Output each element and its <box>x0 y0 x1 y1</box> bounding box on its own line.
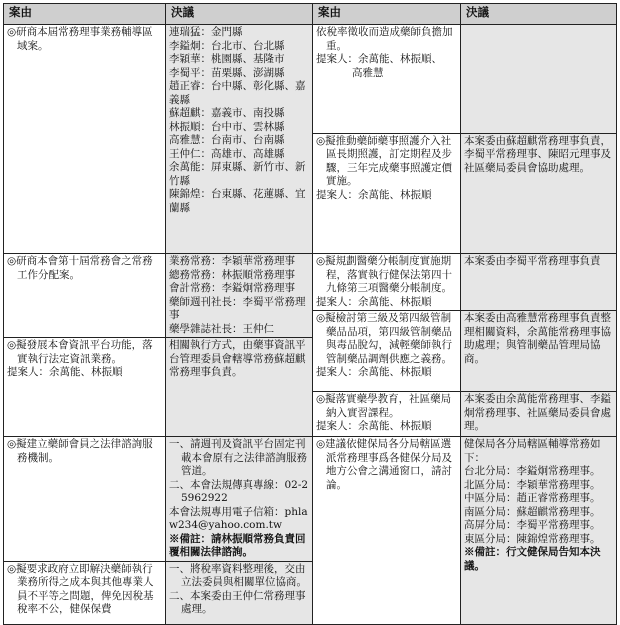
case-issue: ◎擬要求政府立即解決藥師執行業務所得之成本與其他專業人員不平等之問題，俾免因稅基稅率不公，健保保費 <box>7 562 154 615</box>
resolution-cell: 相關執行方式，由藥事資訊平台管理委員會轄導常務蘇超麒常務理事負責。 <box>166 338 313 437</box>
resolution-cell: 本案委由蘇超麒常務理事負責，李蜀平常務理事、陳昭元理事及社區藥局委員會協助處理。 <box>461 133 617 253</box>
proposer: 提案人：余萬能、林振順 <box>316 420 432 432</box>
case-issue: ◎研商本屆常務理事業務輔導區域案。 <box>7 26 153 52</box>
header-resolution-left: 決議 <box>166 4 313 25</box>
assignment-line: 藥學雜誌社長：王仲仁 <box>169 322 274 335</box>
branch-assignment: 南區分局：蘇超麒常務理事。 <box>464 505 601 518</box>
case-cell <box>313 254 461 311</box>
resolution-item: 二、本會法規傳真專線：02-25962922 <box>169 478 309 504</box>
case-cell <box>313 392 461 437</box>
case-cell <box>4 25 166 254</box>
assignment-line: 趙正睿：台中縣、彰化縣、嘉義縣 <box>169 80 306 106</box>
resolution-cell <box>461 25 617 134</box>
header-row <box>4 4 617 25</box>
assignment-line: 連瑞猛：金門縣 <box>169 26 243 38</box>
resolution-item: 二、本案委由王仲仁常務理事處理。 <box>169 589 306 615</box>
branch-assignment: 台北分局：李鎰炯常務理事。 <box>464 465 601 477</box>
header-case-right: 案由 <box>313 4 461 25</box>
assignment-line: 王仲仁：高雄市、高雄縣 <box>169 147 285 160</box>
assignment-line: 李蜀平：苗栗縣、澎湖縣 <box>169 66 285 79</box>
resolution-cell <box>166 25 313 254</box>
assignment-line: 高雅慧：台南市、台南縣 <box>169 134 285 146</box>
assignment-line: 林振順：台中市、雲林縣 <box>169 120 285 133</box>
email-line: 本會法規專用電子信箱：phlaw234@yahoo.com.tw <box>169 505 308 531</box>
proposer: 提案人：余萬能、林振順 <box>316 295 432 308</box>
case-issue: 依稅率徵收而造成藥師負擔加重。 <box>316 26 453 52</box>
assignment-line: 李鎰炯：台北市、台北縣 <box>169 39 285 52</box>
case-issue: ◎擬發展本會資訊平台功能，落實執行法定資訊業務。 <box>7 339 153 365</box>
table-row <box>4 437 617 562</box>
header-resolution-right: 決議 <box>461 4 617 25</box>
resolution-cell: 本案委由高雅慧常務理事負責整理相關資料，余萬能常務理事協助處理；與管制藥品管理局協商。 <box>461 311 617 392</box>
resolution-item: 一、將稅率資料整理後，交由立法委員與相關單位協商。 <box>169 562 307 588</box>
case-cell <box>313 25 461 134</box>
branch-assignment: 東區分局：陳錦煌常務理事。 <box>464 532 601 545</box>
case-cell <box>313 133 461 253</box>
resolution-cell <box>461 437 617 625</box>
resolution-cell <box>166 254 313 338</box>
case-issue: ◎擬規劃醫藥分帳制度實施期程，落實執行健保法第四十九條第三項醫藥分帳制度。 <box>316 255 452 294</box>
case-issue: ◎擬檢討第三級及第四級管制藥品品項，第四級管制藥品與毒品脫勾，減輕藥師執行管制藥品調劑供應之義務。 <box>316 312 452 365</box>
case-cell <box>4 338 166 437</box>
resolution-cell <box>166 437 313 562</box>
table-row <box>4 254 617 311</box>
case-cell <box>4 561 166 624</box>
case-issue: ◎建議依健保局各分局轄區選派常務理事爲各健保分局及地方公會之溝通窗口，請討論。 <box>316 438 452 491</box>
branch-assignment: 中區分局：趙正睿常務理事。 <box>464 492 601 504</box>
case-issue: ◎擬建立藥師會員之法律諮詢服務機制。 <box>7 438 153 464</box>
case-cell <box>4 437 166 562</box>
case-issue: ◎研商本會第十屆常務會之常務工作分配案。 <box>7 255 153 281</box>
proposer-continued: 高雅慧 <box>352 66 384 79</box>
assignment-line: 藥師週刊社長：李蜀平常務理事 <box>169 295 306 321</box>
resolution-cell: 本案委由余萬能常務理事、李鎰炯常務理事、社區藥局委員會處理。 <box>461 392 617 437</box>
resolution-cell <box>166 561 313 624</box>
header-case-left: 案由 <box>4 4 166 25</box>
branch-assignment: 高屏分局：李蜀平常務理事。 <box>464 519 601 531</box>
case-issue: ◎擬推動藥師藥事照護介入社區長期照護，訂定期程及步驟，三年完成藥事照護定價實施。 <box>316 134 452 188</box>
case-issue: ◎擬落實藥學教育，社區藥局納入實習課程。 <box>316 393 452 419</box>
proposer: 提案人：余萬能、林振順 <box>316 366 432 378</box>
assignment-line: 蘇超麒：嘉義市、南投縣 <box>169 107 285 119</box>
assignment-line: 會計常務：李鎰炯常務理事 <box>169 282 295 294</box>
proposer: 提案人：余萬能、林振順 <box>7 366 123 378</box>
proposer: 提案人：余萬能、林振順 <box>316 188 432 201</box>
resolution-table <box>3 3 617 625</box>
case-cell <box>4 254 166 338</box>
resolution-cell: 本案委由李蜀平常務理事負責 <box>461 254 617 311</box>
proposer: 提案人：余萬能、林振順、 <box>316 53 442 65</box>
resolution-note: ※備註：請林振順常務負責回覆相關法律諮詢。 <box>169 532 306 558</box>
branch-assignment: 北區分局：李穎華常務理事。 <box>464 478 601 491</box>
assignment-line: 陳錦煌：台東縣、花蓮縣、宜蘭縣 <box>169 188 306 214</box>
resolution-table-page <box>3 3 616 615</box>
assignment-line: 總務常務：林振順常務理事 <box>169 268 295 281</box>
resolution-intro: 健保局各分局轄區輔導常務如下： <box>464 438 601 464</box>
resolution-item: 一、請週刊及資訊平台固定刊載本會原有之法律諮詢服務管道。 <box>169 438 307 477</box>
assignment-line: 業務常務：李穎華常務理事 <box>169 255 295 267</box>
case-cell <box>313 437 461 625</box>
resolution-note: ※備註：行文健保局告知本決議。 <box>464 546 601 572</box>
assignment-line: 余萬能：屏東縣、新竹市、新竹縣 <box>169 161 306 187</box>
assignment-line: 李穎華：桃園縣、基隆市 <box>169 53 285 65</box>
table-row <box>4 25 617 134</box>
case-cell <box>313 311 461 392</box>
